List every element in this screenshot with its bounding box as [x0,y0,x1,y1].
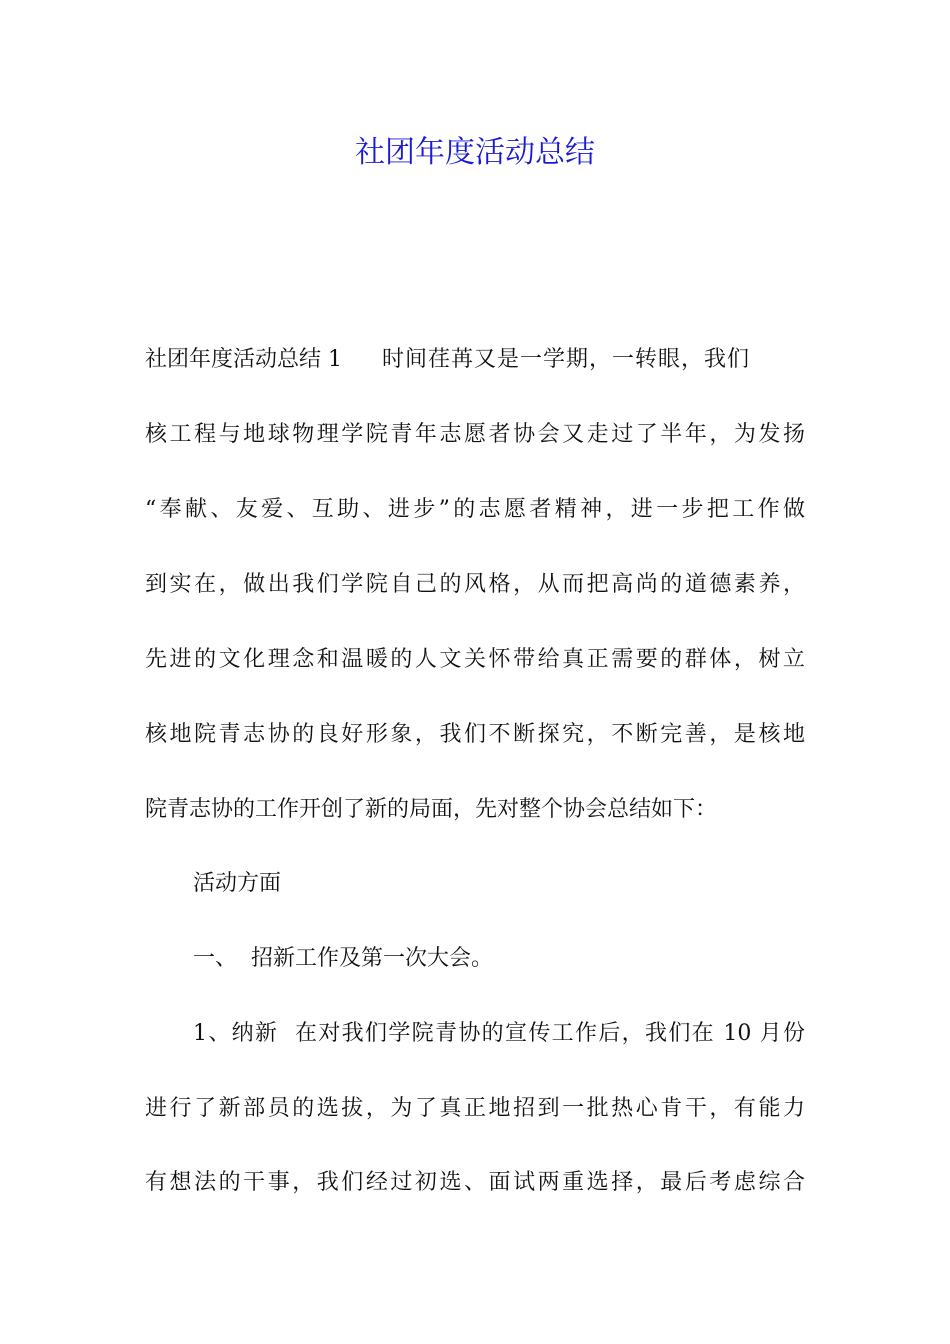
subsection-heading: 一、 招新工作及第一次大会。 [193,946,493,971]
paragraph-line-9: 进行了新部员的选拔，为了真正地招到一批热心肯干，有能力 [145,1096,805,1121]
paragraph-line-3: “奉献、友爱、互助、进步”的志愿者精神，进一步把工作做 [145,497,805,522]
section-heading: 活动方面 [193,871,282,896]
paragraph-line-10: 有想法的干事，我们经过初选、面试两重选择，最后考虑综合 [145,1170,805,1195]
document-title: 社团年度活动总结 [355,135,595,170]
paragraph-text: 时间荏苒又是一学期，一转眼，我们 [382,347,751,372]
section-heading-inline: 社团年度活动总结 1 [145,347,342,372]
paragraph-line-5: 先进的文化理念和温暖的人文关怀带给真正需要的群体，树立 [145,647,805,672]
paragraph-line-2: 核工程与地球物理学院青年志愿者协会又走过了半年，为发扬 [145,422,805,447]
paragraph-line-8: 1、纳新 在对我们学院青协的宣传工作后，我们在 10 月份 [193,1021,805,1046]
paragraph-line-1 [145,340,805,380]
paragraph-line-6: 核地院青志协的良好形象，我们不断探究，不断完善，是核地 [145,722,805,747]
paragraph-line-4: 到实在，做出我们学院自己的风格，从而把高尚的道德素养， [145,572,805,597]
paragraph-line-7: 院青志协的工作开创了新的局面，先对整个协会总结如下： [145,797,718,822]
